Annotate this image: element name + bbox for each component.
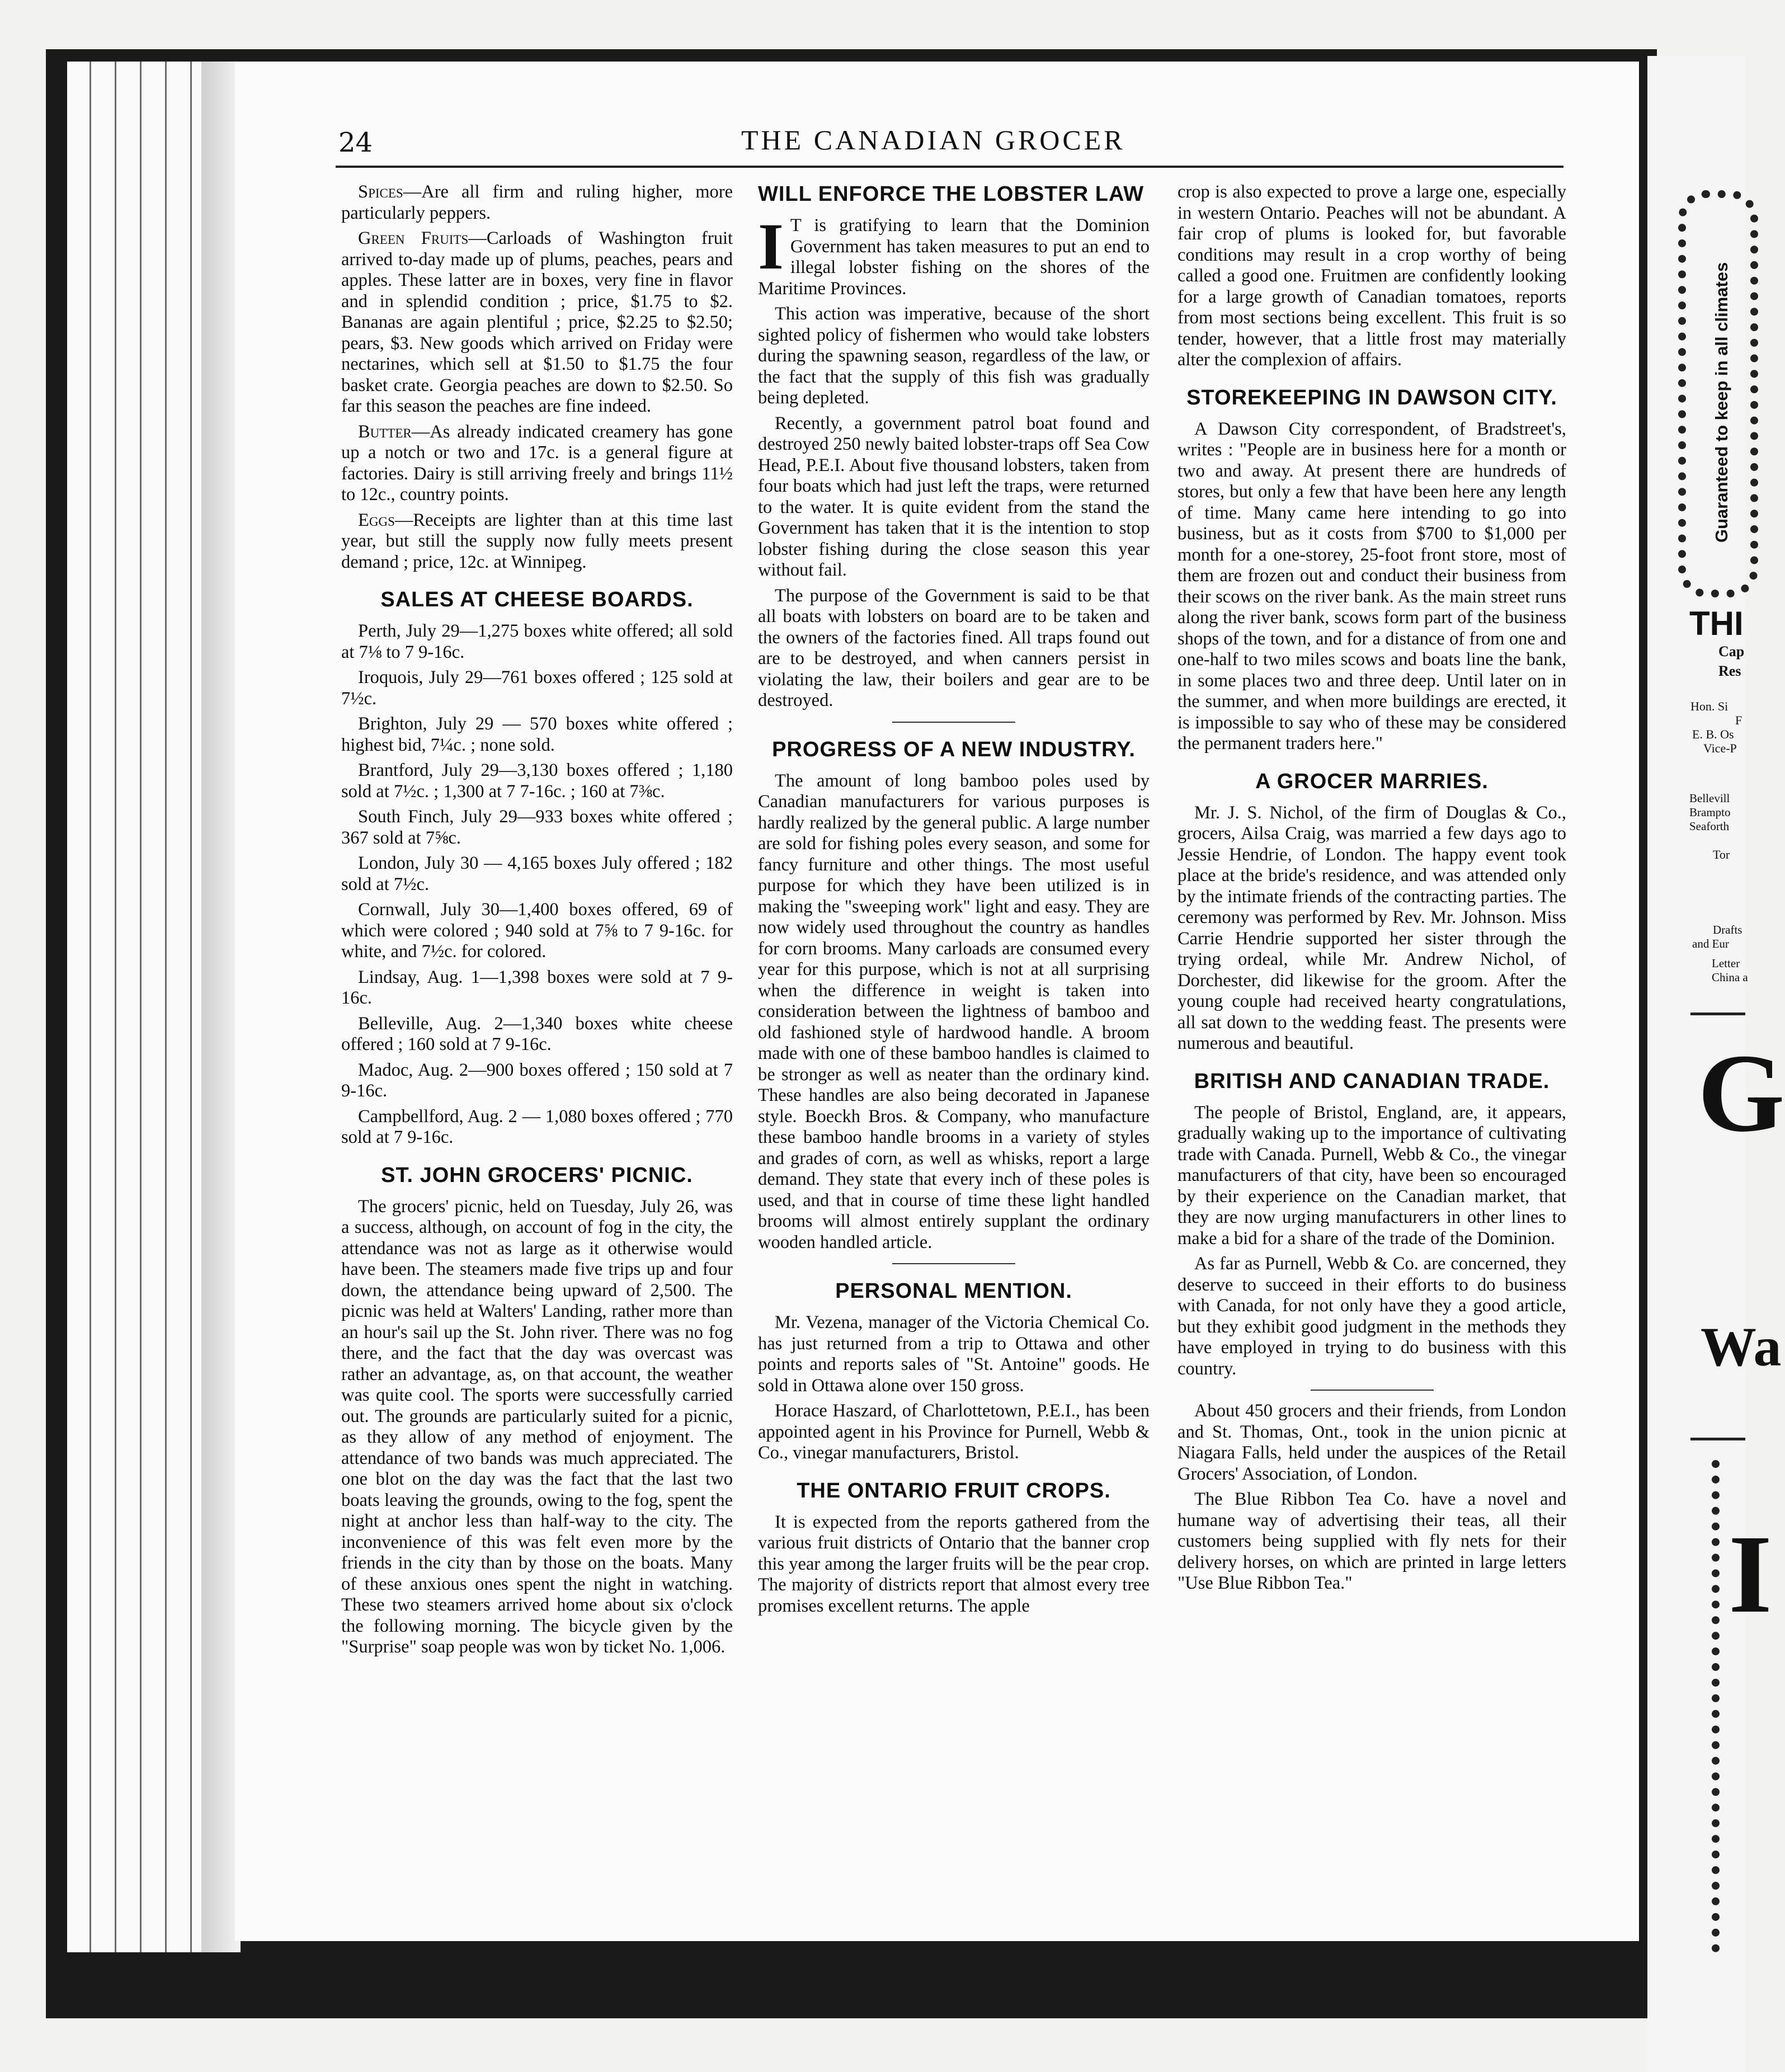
facing-fragment: and Eur (1692, 937, 1729, 950)
fruit-continued: crop is also expected to prove a large one, especially in western Ontario. Peaches will not be abundant. A fair crop of plums is looked for, but favorable conditions may result in a crop worthy of being called a good one. Fruitmen are confidently looking for a large growth of Canadian tomatoes, reports from most sections being excellent. This fruit is so tender, however, that a little frost may materially alter the complexion of affairs. (1178, 182, 1566, 370)
cheese-entry: South Finch, July 29—933 boxes white offered ; 367 sold at 7⅝c. (341, 807, 733, 848)
facing-fragment: Cap (1718, 643, 1745, 660)
lobster-para-3: Recently, a government patrol boat found and destroyed 250 newly baited lobster-traps off Sea Cow Head, P.E.I. About five thousand lobsters, taken from four boats which had just left the traps, were returned to the water. It is quite evident from the stand the Government has taken that it is the intention to stop lobster fishing during the close season this year without fail. (758, 413, 1150, 580)
facing-fragment: F (1735, 713, 1742, 727)
facing-fragment: THI (1689, 605, 1744, 642)
column-3 (1178, 182, 1566, 1599)
facing-fragment: Hon. Si (1690, 699, 1729, 713)
fruit-heading: THE ONTARIO FRUIT CROPS. (797, 1478, 1111, 1503)
section-divider (1311, 1390, 1434, 1391)
facing-fragment: Brampto (1689, 806, 1731, 819)
trade-heading: BRITISH AND CANADIAN TRADE. (1194, 1069, 1550, 1093)
cheese-entry: Campbellford, Aug. 2 — 1,080 boxes offered ; 770 sold at 7 9-16c. (341, 1106, 733, 1147)
facing-fragment: Vice-P (1703, 741, 1737, 755)
lobster-heading: WILL ENFORCE THE LOBSTER LAW (758, 182, 1145, 206)
cheese-entry: Madoc, Aug. 2—900 boxes offered ; 150 sold at 7 9-16c. (341, 1059, 733, 1101)
facing-fragment: G (1698, 1032, 1785, 1155)
lobster-para-1: I T is gratifying to learn that the Dominion Government has taken measures to put an end to illegal lobster fishing on the shores of the Maritime Provinces. (758, 210, 1150, 299)
picnic-text: The grocers' picnic, held on Tuesday, July 26, was a success, although, on account of fog in the city, the attendance was not as large as it otherwise would have been. The steamers made five trips up and four down, the attendance being upward of 2,500. The picnic was held at Walters' Landing, rather more than an hour's sail up the St. John river. There was no fog there, and the fact that the day was overcast was rather an advantage, as, on that account, the weather was quite cool. The sports were successfully carried out. The grounds are particularly suited for a picnic, as they allow of any method of enjoyment. The attendance of two bands was much appreciated. The one blot on the day was the fact that the last two boats leaving the grounds, owing to the fog, spent the night at anchor less than half-way to the city. The inconvenience of this was felt even more by the friends in the city than by those on the boats. Many of these anxious ones spent the night in watching. These two steamers arrived home about six o'clock the following morning. The bicycle given by the "Surprise" soap people was won by ticket No. 1,006. (341, 1196, 733, 1657)
facing-fragment: Tor (1713, 847, 1730, 861)
masthead-title: THE CANADIAN GROCER (741, 124, 1125, 156)
fruit-text: It is expected from the reports gathered from the various fruit districts of Ontario that the banner crop this year among the larger fruits will be the pear crop. The majority of districts report that almost every tree promises excellent returns. The apple (758, 1511, 1150, 1616)
london-para-2: The Blue Ribbon Tea Co. have a novel and humane way of advertising their teas, all their customers being supplied with fly nets for their delivery horses, on which are printed in large letters "Use Blue Ribbon Tea." (1178, 1489, 1566, 1593)
cheese-entry: Brantford, July 29—3,130 boxes offered ; 1,180 sold at 7½c. ; 1,300 at 7 7-16c. ; 160 at 7⅜c. (341, 760, 733, 802)
industry-text: The amount of long bamboo poles used by Canadian manufacturers for various purposes is hardly realized by the general public. A large number are sold for fishing poles every season, and some for fancy furniture and other things. The most useful purpose for which they have been utilized is in making the "sweeping work" light and easy. They are now widely used throughout the country as handles for corn brooms. Many carloads are consumed every year for this purpose, which is not at all surprising when the difference in weight is taken into consideration between the lightness of bamboo and old fashioned style of hardwood handle. A broom made with one of these bamboo handles is claimed to be stronger as well as neater than the ordinary kind. These handles are also being decorated in Japanese style. Boeckh Bros. & Company, who manufacture these bamboo handle brooms in a variety of styles and grades of corn, as well as whisks, report a large demand. They state that every inch of these poles is used, and that in course of time these light handled brooms will almost entirely supplant the ordinary wooden handled article. (758, 770, 1150, 1252)
trade-para-2: As far as Purnell, Webb & Co. are concerned, they deserve to succeed in their efforts to do business with Canada, for not only have they a good article, but they exhibit good judgment in the methods they have employed in trying to do business with this country. (1178, 1254, 1566, 1379)
market-butter: Butter—As already indicated creamery has gone up a notch or two and 17c. is a general figure at factories. Dairy is still arriving freely and brings 11½ to 12c., country points. (341, 421, 733, 505)
cheese-entry: Belleville, Aug. 2—1,340 boxes white cheese offered ; 160 sold at 7 9-16c. (341, 1013, 733, 1054)
cheese-entry: Lindsay, Aug. 1—1,398 boxes were sold at 7 9-16c. (341, 967, 733, 1008)
marries-text: Mr. J. S. Nichol, of the firm of Douglas & Co., grocers, Ailsa Craig, was married a few days ago to Jessie Hendrie, of London. The happy event took place at the bride's residence, and was attended only by the intimate friends of the contracting parties. The ceremony was performed by Rev. Mr. Johnson. Miss Carrie Hendrie supported her sister through the trying ordeal, while Mr. Andrew Nichol, of Dorchester, did likewise for the groom. After the young couple had received hearty congratulations, all sat down to the wedding feast. The presents were numerous and beautiful. (1178, 802, 1566, 1053)
picnic-heading: ST. JOHN GROCERS' PICNIC. (381, 1163, 693, 1187)
facing-fragment: Seaforth (1689, 820, 1730, 833)
london-para-1: About 450 grocers and their friends, from London and St. Thomas, Ont., took in the union picnic at Niagara Falls, held under the auspices of the Retail Grocers' Association, of London. (1178, 1401, 1566, 1484)
facing-fragment: Letter (1712, 957, 1740, 970)
cheese-entry: Brighton, July 29 — 570 boxes white offered ; highest bid, 7¼c. ; none sold. (341, 714, 733, 755)
dawson-heading: STOREKEEPING IN DAWSON CITY. (1186, 385, 1557, 409)
personal-para-2: Horace Haszard, of Charlottetown, P.E.I., has been appointed agent in his Province for Purnell, Webb & Co., vinegar manufacturers, Bristol. (758, 1401, 1150, 1463)
personal-heading: PERSONAL MENTION. (835, 1279, 1072, 1303)
facing-fragment: E. B. Os (1692, 727, 1734, 741)
column-1 (341, 182, 733, 1663)
facing-fragment: China a (1712, 971, 1748, 984)
lobster-para-2: This action was imperative, because of the short sighted policy of fishermen who would take lobsters during the spawning season, regardless of the law, or the fact that the supply of this fish was gradually being depleted. (758, 304, 1150, 408)
drop-cap: I (758, 210, 784, 283)
page-number: 24 (338, 127, 373, 158)
facing-fragment: Res (1718, 663, 1741, 679)
personal-para-1: Mr. Vezena, manager of the Victoria Chemical Co. has just returned from a trip to Ottawa and other points and reports sales of "St. Antoine" goods. He sold in Ottawa alone over 150 gross. (758, 1312, 1150, 1396)
cheese-entry: Iroquois, July 29—761 boxes offered ; 125 sold at 7½c. (341, 667, 733, 709)
facing-fragment: Wa (1701, 1316, 1782, 1378)
ad-box-text: Guaranteed to keep in all climates (1712, 262, 1731, 543)
facing-fragment: Bellevill (1689, 792, 1730, 805)
market-green-fruits: Green Fruits—Carloads of Washington fruit arrived to-day made up of plums, peaches, pears and apples. These latter are in boxes, very fine in flavor and in splendid condition ; price, $1.75 to $2. Bananas are again plentiful ; price, $2.25 to $2.50; pears, $3. New goods which arrived on Friday were nectarines, which sell at $1.50 to $1.75 the four basket crate. Georgia peaches are down to $2.50. So far this season the peaches are fine indeed. (341, 228, 733, 416)
cheese-entry: London, July 30 — 4,165 boxes July offered ; 182 sold at 7½c. (341, 853, 733, 894)
facing-rule (1690, 1013, 1745, 1015)
cheese-entry: Cornwall, July 30—1,400 boxes offered, 69 of which were colored ; 940 sold at 7⅝ to 7 9-16c. for white, and 7½c. for colored. (341, 900, 733, 962)
lobster-para-4: The purpose of the Government is said to be that all boats with lobsters on board are to be taken and the owners of the factories fined. All traps found out are to be destroyed, and when canners persist in violating the law, their boilers and gear are to be destroyed. (758, 585, 1150, 710)
cheese-entry: Perth, July 29—1,275 boxes white offered; all sold at 7⅛ to 7 9-16c. (341, 621, 733, 662)
header-rule (336, 166, 1563, 168)
section-divider (892, 722, 1015, 723)
trade-para-1: The people of Bristol, England, are, it appears, gradually waking up to the importance of cultivating trade with Canada. Purnell, Webb & Co., the vinegar manufacturers of that city, have been so encouraged by their experience on the Canadian market, that they are now urging manufacturers in other lines to make a bid for a share of the trade of the Dominion. (1178, 1102, 1566, 1249)
marries-heading: A GROCER MARRIES. (1255, 769, 1489, 793)
cheese-heading: SALES AT CHEESE BOARDS. (380, 588, 694, 611)
dawson-text: A Dawson City correspondent, of Bradstreet's, writes : "People are in business here for a month or two and away. At present there are hundreds of stores, but only a few that have been here any length of time. Many came here intending to go into business, but as it costs from $700 to $1,000 per month for a one-storey, 25-foot front store, most of them are frozen out and conduct their business from their scows on the river bank. As the main street runs along the river bank, scows form part of the business shops of the town, and for a distance of from one and one-half to two miles scows and boats line the bank, in some places two and three deep. Until later on in the summer, and when more buildings are erected, it is impossible to say who of these may be considered the permanent traders here." (1178, 418, 1566, 754)
facing-fragment: I (1729, 1513, 1772, 1636)
market-eggs: Eggs—Receipts are lighter than at this time last year, but still the supply now fully meets present demand ; price, 12c. at Winnipeg. (341, 510, 733, 572)
industry-heading: PROGRESS OF A NEW INDUSTRY. (772, 737, 1136, 761)
facing-fragment: Drafts (1713, 923, 1742, 936)
column-2 (758, 182, 1150, 1621)
section-divider (892, 1263, 1015, 1264)
market-spices: Spices—Are all firm and ruling higher, more particularly peppers. (341, 182, 733, 223)
facing-rule (1690, 1438, 1745, 1440)
page-header (338, 120, 1561, 165)
